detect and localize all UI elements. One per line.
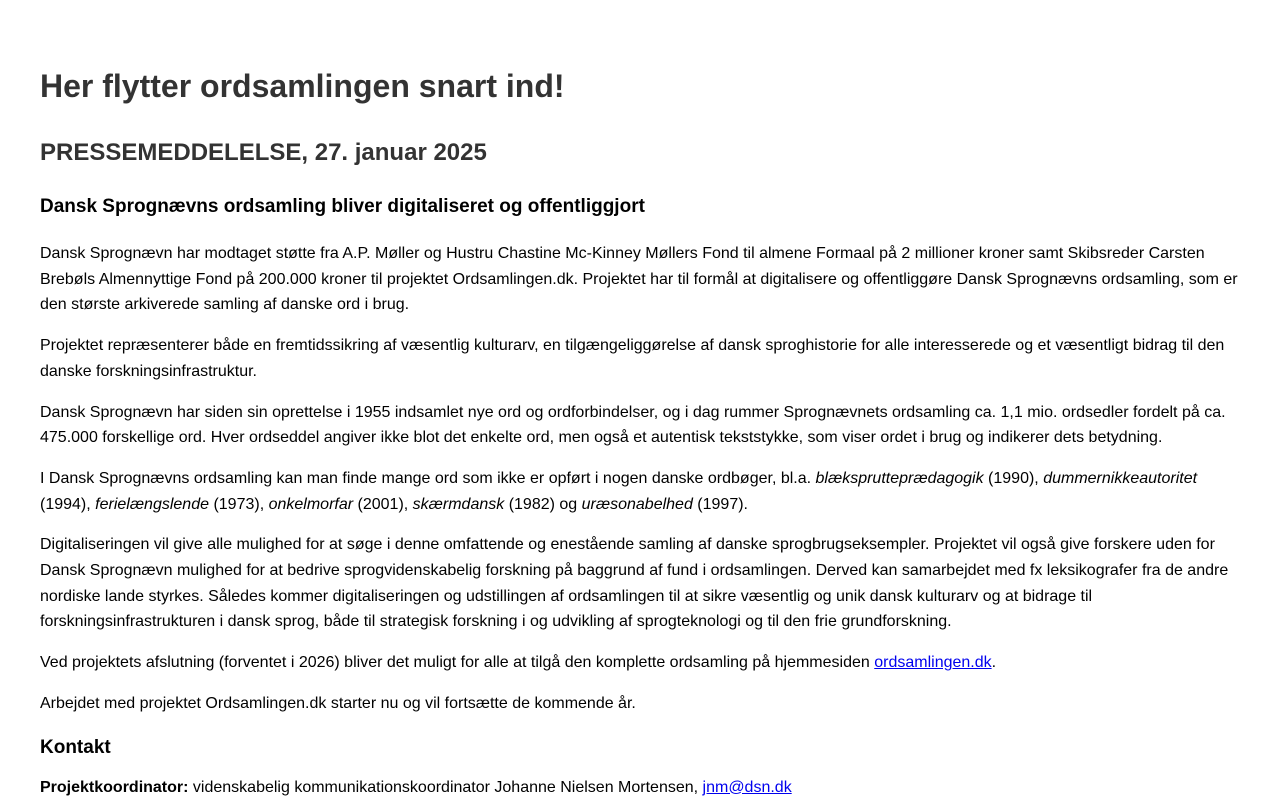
example-year: (1973), — [209, 495, 269, 513]
contact-label: Projektkoordinator: — [40, 778, 189, 796]
contact-line — [40, 775, 1240, 800]
example-word: onkelmorfar — [268, 495, 354, 513]
paragraph-funding: Dansk Sprognævn har modtaget støtte fra A.P. Møller og Hustru Chastine Mc-Kinney Møllers Fond til almene Formaal på 2 millioner kroner samt Skibsreder Carsten Brebøls Almennyttige Fond på 200.000 kroner til projektet Ordsamlingen.dk. Projektet har til formål at digitalisere og offentliggøre Dansk Sprognævns ordsamling, som er den største arkiverede samling af danske ord i brug. — [40, 245, 1238, 314]
paragraph-digitalization: Digitaliseringen vil give alle mulighed for at søge i denne omfattende og enestående samling af danske sprogbrugseksempler. Projektet vil også give forskere uden for Dansk Sprognævn mulighed for at bedrive sprogvidenskabelig forskning på baggrund af fund i ordsamlingen. Derved kan samarbejdet med fx leksikografer fra de andre nordiske lande styrkes. Således kommer digitaliseringen og udstillingen af ordsamlingen til at sikre væsentlig og unik dansk kulturarv og at bidrage til forskningsinfrastrukturen i dansk sprog, både til strategisk forskning i og udvikling af sprogteknologi og til den frie grundforskning. — [40, 536, 1229, 631]
press-release-date: PRESSEMEDDELELSE, 27. januar 2025 — [40, 139, 487, 166]
example-word: dummernikkeautoritet — [1043, 469, 1198, 487]
paragraph-availability — [40, 650, 1240, 676]
ordsamlingen-link[interactable]: ordsamlingen.dk — [874, 654, 992, 672]
contact-email-link[interactable]: jnm@dsn.dk — [702, 778, 792, 796]
paragraph-examples — [40, 466, 1240, 517]
page-title: Her flytter ordsamlingen snart ind! — [40, 68, 565, 104]
paragraph-history: Dansk Sprognævn har siden sin oprettelse i 1955 indsamlet nye ord og ordforbindelser, og i dag rummer Sprognævnets ordsamling ca. 1,1 mio. ordsedler fordelt på ca. 475.000 forskellige ord. Hver ordseddel angiver ikke blot det enkelte ord, men også et autentisk tekststykke, som viser ordet i brug og indikerer dets betydning. — [40, 403, 1226, 447]
example-word: skærmdansk — [412, 495, 505, 513]
availability-text: Ved projektets afslutning (forventet i 2026) bliver det muligt for alle at tilgå den komplette ordsamling på hjemmesiden — [40, 654, 875, 672]
example-word: uræsonabelhed — [581, 495, 693, 513]
example-year: (2001), — [353, 495, 413, 513]
paragraph-timeline: Arbejdet med projektet Ordsamlingen.dk starter nu og vil fortsætte de kommende år. — [40, 694, 636, 712]
example-year: (1994), — [40, 495, 96, 513]
example-word: ferielængslende — [95, 495, 209, 513]
contact-heading: Kontakt — [40, 736, 111, 758]
contact-text: videnskabelig kommunikationskoordinator Johanne Nielsen Mortensen, — [188, 778, 703, 796]
example-word: blæksprutteprædagogik — [815, 469, 984, 487]
examples-intro: I Dansk Sprognævns ordsamling kan man finde mange ord som ikke er opført i nogen danske ordbøger, bl.a. — [40, 469, 816, 487]
example-year: (1997). — [692, 495, 748, 513]
article-body — [40, 241, 1240, 800]
example-year: (1982) og — [504, 495, 582, 513]
availability-end: . — [991, 654, 997, 672]
example-year: (1990), — [983, 469, 1044, 487]
paragraph-significance: Projektet repræsenterer både en fremtidssikring af væsentlig kulturarv, en tilgængeliggørelse af dansk sproghistorie for alle interesserede og et væsentligt bidrag til den danske forskningsinfrastruktur. — [40, 337, 1225, 380]
press-release-headline: Dansk Sprognævns ordsamling bliver digitaliseret og offentliggjort — [40, 196, 645, 217]
